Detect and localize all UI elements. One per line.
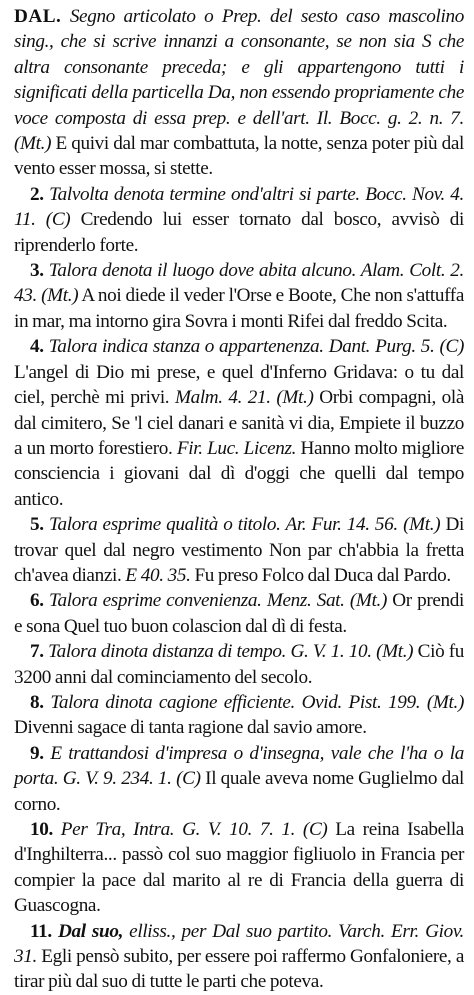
source-tag: (Mt.) (403, 514, 441, 536)
definition: E trattandosi d'impresa o d'insegna, vale che l'ha o la porta. G. V. 9. 234. 1. (14, 742, 464, 790)
source-tag: (C) (176, 768, 201, 790)
definition: Talora esprime qualità o titolo. Ar. Fur. 14. 56. (48, 514, 398, 536)
definition: Talora dinota cagione efficiente. Ovid. Pist. 199. (50, 691, 421, 713)
reference: Malm. 4. 21. (174, 387, 271, 409)
definition: Talora esprime convenienza. Menz. Sat. (48, 590, 345, 612)
citation: Fu preso Folco dal Duca dal Pardo. (194, 564, 451, 586)
sense-number: 4. (30, 336, 44, 358)
reference: E 40. 35. (125, 564, 191, 586)
entry-sense-2 (14, 182, 464, 258)
definition: Talora denota il luogo dove abita alcuno. Alam. Colt. 2. 43. (14, 260, 464, 307)
source-tag: (Mt.) (376, 641, 414, 663)
entry-sense-9 (14, 741, 464, 817)
entry-sense-3 (14, 258, 464, 334)
citation: L'angel di Dio mi prese, e quel d'Inferno Gridava: o tu dal ciel, perchè mi privi. (14, 361, 464, 409)
definition: Per Tra, Intra. G. V. 10. 7. 1. (60, 819, 296, 840)
source-tag: (C) (45, 209, 71, 231)
source-tag: (Mt.) (14, 133, 52, 155)
source-tag: (C) (439, 336, 464, 358)
entry-sense-8 (14, 690, 464, 741)
citation: Ciò fu 3200 anni dal cominciamento del secolo. (14, 641, 465, 688)
entry-sense-10 (14, 817, 464, 919)
citation: Il quale aveva nome Guglielmo dal corno. (14, 768, 464, 815)
entry-sense-7 (14, 639, 464, 690)
entry-sense-11 (14, 919, 464, 995)
citation: Or prendi e sona Quel tuo buon colascion dal dì di festa. (14, 590, 465, 637)
entry-sense-4 (14, 334, 464, 512)
source-tag: (Mt.) (276, 387, 314, 409)
citation: Credendo lui esser tornato dal bosco, avvisò di riprenderlo forte. (14, 209, 464, 256)
citation: A noi diede il veder l'Orse e Boote, Che non s'attuffa in mar, ma intorno gira Sovra i monti Rifei dal freddo Scita. (14, 285, 464, 332)
definition: Segno articolato o Prep. del sesto caso mascolino sing., che si scrive innanzi a consonante, se non sia S che altra consonante preceda; e gli appartengono tutti i significati della particella Da, non essendo propriamente che voce composta di essa prep. e dell'art. Il. Bocc. g. 2. n. 7. (14, 6, 464, 129)
citation: E quivi dal mar combattuta, la notte, senza poter più dal vento esser mossa, si stette. (14, 133, 464, 180)
entry-headword-dal (14, 4, 464, 182)
citation: Divenni sagace di tanta ragione dal savio amore. (14, 717, 367, 739)
sense-number: 9. (30, 742, 44, 764)
source-tag: (Mt.) (349, 590, 388, 612)
sense-number: 10. (30, 819, 53, 840)
sense-number: 6. (30, 590, 44, 612)
sense-number: 5. (30, 514, 44, 536)
source-tag: (Mt.) (41, 285, 79, 307)
sense-number: 11. (30, 920, 52, 942)
citation: Egli pensò subito, per essere poi raffermo Gonfaloniere, a tirar più dal suo di tutte le parti che poteva. (14, 946, 464, 993)
source-tag: (Mt.) (426, 691, 464, 713)
headword: DAL. (14, 6, 62, 27)
definition: Talora dinota distanza di tempo. G. V. 1. 10. (48, 641, 372, 663)
sense-number: 3. (30, 260, 44, 282)
source-tag: (C) (302, 819, 328, 840)
sense-number: 2. (30, 183, 44, 205)
subentry-term: Dal suo, (58, 920, 124, 942)
dictionary-page (14, 4, 464, 995)
entry-sense-5 (14, 512, 464, 588)
definition: Talvolta denota termine ond'altri si parte. Bocc. Nov. 4. 11. (14, 183, 465, 231)
sense-number: 7. (30, 641, 44, 663)
citation: Hanno molto migliore consciencia i giovani dal dì d'oggi che quelli dal tempo antico. (14, 437, 464, 510)
citation: Di trovar quel dal negro vestimento Non par ch'abbia la fretta ch'avea dianzi. (14, 514, 464, 586)
reference: Fir. Luc. Licenz. (176, 437, 297, 459)
entry-sense-6 (14, 588, 464, 639)
citation: Orbi compagni, olà dal cimitero, Se 'l ciel danari e sanità vi dia, Empiete il buzzo a un morto forestiero. (14, 387, 464, 459)
sense-number: 8. (30, 691, 44, 713)
definition: elliss., per Dal suo partito. Varch. Err. Giov. 31. (14, 920, 465, 968)
citation: La reina Isabella d'Inghilterra... passò col suo maggior figliuolo in Francia per compier la pace dal marito al re di Francia della guerra di Guascogna. (14, 819, 464, 917)
definition: Talora indica stanza o appartenenza. Dant. Purg. 5. (48, 336, 435, 358)
